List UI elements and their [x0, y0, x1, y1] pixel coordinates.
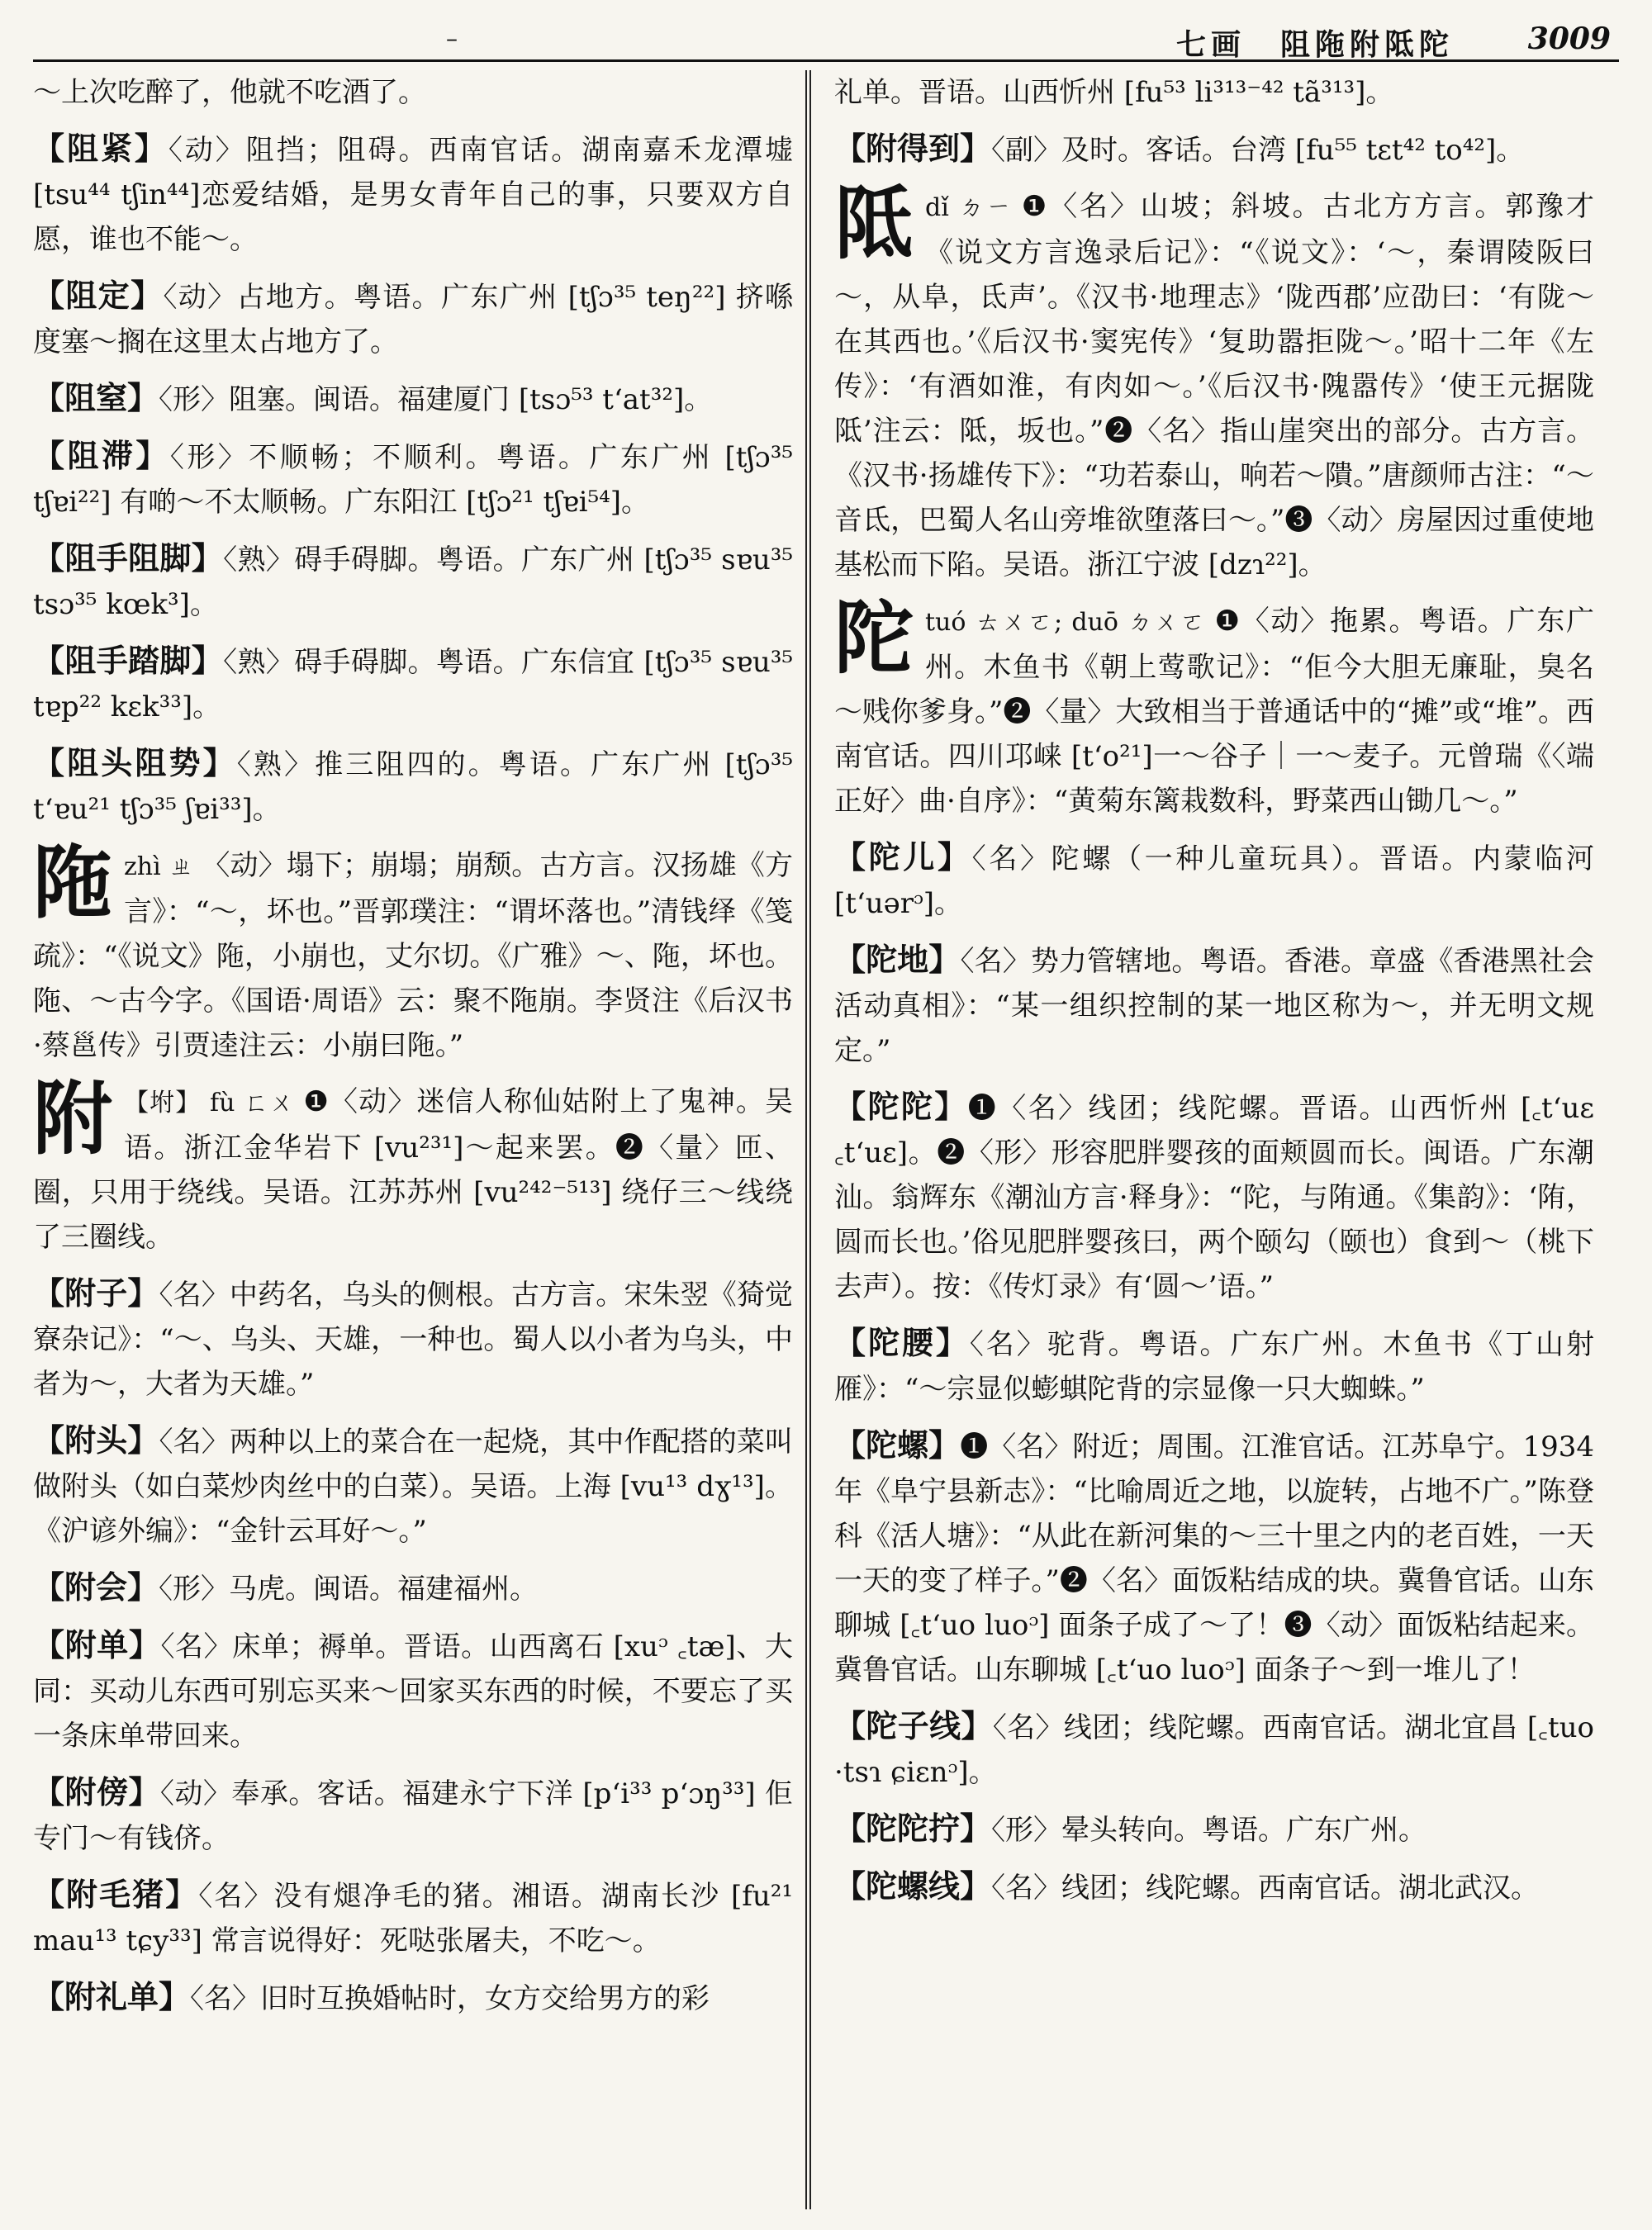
entry-headword: 【附会】	[33, 1568, 159, 1606]
entry-headword: 【阻紧】	[33, 130, 169, 167]
entry-headword: 【陀子线】	[834, 1707, 993, 1744]
column-divider	[805, 70, 807, 2209]
right-column	[834, 70, 1594, 2209]
pinyin: zhì ㄓ	[124, 852, 194, 881]
entry-headword: 【陀腰】	[834, 1324, 970, 1361]
dictionary-entry	[33, 1271, 793, 1407]
dictionary-entry	[33, 273, 793, 364]
entry-headword: 【陀陀】	[834, 1088, 968, 1125]
dictionary-entry	[834, 1084, 1594, 1309]
head-character: 陀	[834, 591, 914, 685]
entry-definition: 〈名〉床单；褥单。晋语。山西离石 [xuᵓ ꜀tæ]、大同：买动儿东西可别忘买来～回家买东西的时候，不要忘了买一条床单带回来。	[33, 1630, 793, 1753]
head-character: 附	[33, 1072, 112, 1165]
dictionary-entry	[33, 638, 793, 729]
head-character: 陁	[33, 836, 112, 929]
continuation-text: 礼单。晋语。山西忻州 [fu⁵³ li³¹³⁻⁴² tã³¹³]。	[834, 76, 1394, 109]
dictionary-entry	[834, 126, 1594, 173]
dictionary-entry	[834, 1321, 1594, 1412]
entry-definition: 〈形〉晕头转向。粤语。广东广州。	[991, 1814, 1427, 1847]
pinyin: 【坿】 fù ㄈㄨ	[124, 1089, 296, 1117]
entry-headword: 【陀螺线】	[834, 1867, 992, 1905]
page-header	[33, 18, 1619, 62]
entry-headword: 【阻滞】	[33, 437, 170, 474]
entry-definition: 〈熟〉推三阻四的。粤语。广东广州 [tʃɔ³⁵ t‘ɐu²¹ tʃɔ³⁵ ʃɐi³³]。	[33, 748, 793, 826]
entry-headword: 【陀儿】	[834, 838, 972, 875]
entry-definition: ❶〈名〉附近；周围。江淮官话。江苏阜宁。1934年《阜宁县新志》：“比喻周近之地，以旋转，占地不广。”陈登科《活人塘》：“从此在新河集的～三十里之内的老百姓，一天一天的变了样子。”❷〈名〉面饭粘结成的块。冀鲁官话。山东聊城 [꜀t‘uo luoᵓ] 面条子成了～了！❸〈动〉面饭粘结起来。冀鲁官话。山东聊城 [꜀t‘uo luoᵓ] 面条子～到一堆儿了！	[834, 1431, 1594, 1687]
left-column	[33, 70, 793, 2209]
entry-headword: 【阻定】	[33, 277, 164, 314]
entry-definition: 〈熟〉碍手碍脚。粤语。广东信宜 [tʃɔ³⁵ sɐu³⁵ tɐp²² kɛk³³]。	[33, 646, 793, 724]
entry-headword: 【陀地】	[834, 941, 961, 978]
entry-headword: 【附头】	[33, 1421, 159, 1459]
character-entry	[834, 177, 1594, 587]
entry-headword: 【陀螺】	[834, 1426, 961, 1464]
entry-definition: 〈名〉没有煺净毛的猪。湘语。湖南长沙 [fu²¹ mau¹³ tɕy³³] 常言说得好：死哒张屠夫，不吃～。	[33, 1880, 793, 1957]
entry-definition: 〈动〉奉承。客话。福建永宁下洋 [p‘i³³ p‘ɔŋ³³] 佢专门～有钱侪。	[33, 1777, 793, 1855]
head-character: 阺	[834, 177, 914, 270]
dictionary-entry	[33, 1872, 793, 1963]
character-entry	[834, 591, 1594, 823]
dictionary-entry	[834, 937, 1594, 1073]
entry-headword: 【阻手踏脚】	[33, 642, 224, 679]
entry-headword: 【陀陀拧】	[834, 1810, 992, 1847]
entry-headword: 【附得到】	[834, 130, 992, 167]
pinyin: dǐ ㄉㄧ	[925, 193, 1014, 222]
entry-definition: 〈名〉驼背。粤语。广东广州。木鱼书《丁山射雁》：“～宗显似蟛蜞陀背的宗显像一只大蜘蛛。”	[834, 1328, 1594, 1406]
dictionary-entry	[33, 1418, 793, 1554]
entry-definition: ❶〈名〉线团；线陀螺。晋语。山西忻州 [꜀t‘uɛ ꜀t‘uɛ]。❷〈形〉形容肥胖婴孩的面颊圆而长。闽语。广东潮汕。翁辉东《潮汕方言·释身》：“陀，与陏通。《集韵》：‘陏，圆而长也。’俗见肥胖婴孩曰，两个颐勾（颐也）食到～（桃下去声）。按：《传灯录》有‘圆～’语。”	[834, 1092, 1594, 1303]
entry-definition: 〈动〉占地方。粤语。广东广州 [tʃɔ³⁵ teŋ²²] 挤喺度塞～搁在这里太占地方了。	[33, 281, 793, 358]
entry-headword: 【附单】	[33, 1626, 161, 1663]
entry-definition: 〈名〉两种以上的菜合在一起烧，其中作配搭的菜叫做附头（如白菜炒肉丝中的白菜）。吴语。上海 [vu¹³ dɣ¹³]。《沪谚外编》：“金针云耳好～。”	[33, 1426, 793, 1548]
entry-definition: 〈名〉中药名，乌头的侧根。古方言。宋朱翌《猗觉寮杂记》：“～、乌头、天雄，一种也。蜀人以小者为乌头，中者为～，大者为天雄。”	[33, 1279, 793, 1401]
entry-definition: 〈副〉及时。客话。台湾 [fu⁵⁵ tɛt⁴² to⁴²]。	[991, 134, 1525, 167]
dictionary-entry	[33, 1565, 793, 1611]
entry-definition: 〈名〉线团；线陀螺。西南官话。湖北武汉。	[991, 1872, 1540, 1905]
column-divider-inner	[809, 70, 811, 2209]
entry-definition: 〈动〉阻挡；阻碍。西南官话。湖南嘉禾龙潭墟 [tsu⁴⁴ tʃin⁴⁴]恋爱结婚，是男女青年自己的事，只要双方自愿，谁也不能～。	[33, 134, 793, 256]
character-definition: ❶〈名〉山坡；斜坡。古北方方言。郭豫才《说文方言逸录后记》：“《说文》：‘～，秦谓陵阪曰～，从阜，氐声’。《汉书·地理志》‘陇西郡’应劭曰：‘有陇～在其西也。’《后汉书·窦宪传》‘复助嚣拒陇～。’昭十二年《左传》：‘有酒如淮，有肉如～。’《后汉书·隗嚣传》‘使王元据陇阺’注云：阺，坂也。”❷〈名〉指山崖突出的部分。古方言。《汉书·扬雄传下》：“功若泰山，响若～隤。”唐颜师古注：“～音氐，巴蜀人名山旁堆欲堕落曰～。”❸〈动〉房屋因过重使地基松而下陷。吴语。浙江宁波 [dzɿ²²]。	[834, 190, 1594, 581]
entry-definition: 〈名〉线团；线陀螺。西南官话。湖北宜昌 [꜀tuo ·tsɿ ɕiɛnᵓ]。	[834, 1711, 1594, 1789]
entry-headword: 【阻头阻势】	[33, 744, 237, 781]
dictionary-entry	[33, 536, 793, 627]
entry-definition: 〈名〉陀螺（一种儿童玩具）。晋语。内蒙临河 [t‘uərᵓ]。	[834, 842, 1594, 920]
dictionary-entry	[33, 126, 793, 262]
pinyin: tuó ㄊㄨㄛ; duō ㄉㄨㄛ	[925, 608, 1207, 637]
entry-headword: 【附子】	[33, 1274, 159, 1312]
dictionary-entry	[33, 1623, 793, 1758]
dictionary-entry	[834, 1423, 1594, 1692]
header-dash: –	[446, 25, 458, 52]
entry-headword: 【附毛猪】	[33, 1876, 199, 1913]
dictionary-entry	[834, 1704, 1594, 1795]
dictionary-entry	[33, 1975, 793, 2021]
character-definition: ❶〈动〉迷信人称仙姑附上了鬼神。吴语。浙江金华岩下 [vu²³¹]～起来罢。❷〈量〉匝、圈，只用于绕线。吴语。江苏苏州 [vu²⁴²⁻⁵¹³] 绕仔三～线绕了三圈线。	[33, 1085, 793, 1254]
dictionary-entry	[33, 1770, 793, 1861]
entry-definition: 〈熟〉碍手碍脚。粤语。广东广州 [tʃɔ³⁵ sɐu³⁵ tsɔ³⁵ kœk³]。	[33, 543, 793, 621]
entry-headword: 【附礼单】	[33, 1978, 191, 2015]
entry-definition: 〈名〉旧时互换婚帖时，女方交给男方的彩	[190, 1982, 710, 2015]
entry-definition: 〈名〉势力管辖地。粤语。香港。章盛《香港黑社会活动真相》：“某一组织控制的某一地区称为～，并无明文规定。”	[834, 945, 1594, 1067]
entry-headword: 【阻手阻脚】	[33, 539, 224, 576]
dictionary-entry	[33, 376, 793, 422]
character-entry	[33, 836, 793, 1068]
character-definition: 〈动〉塌下；崩塌；崩颓。古方言。汉扬雄《方言》：“～，坏也。”晋郭璞注：“谓坏落也。”清钱绎《笺疏》：“《说文》陁，小崩也，丈尔切。《广雅》～、陁，坏也。陁、～古今字。《国语·周语》云：聚不陁崩。李贤注《后汉书·蔡邕传》引贾逵注云：小崩曰陁。”	[33, 849, 793, 1062]
entry-definition: 〈形〉不顺畅；不顺利。粤语。广东广州 [tʃɔ³⁵ tʃɐi²²] 有啲～不太顺畅。广东阳江 [tʃɔ²¹ tʃɐi⁵⁴]。	[33, 441, 793, 519]
character-entry	[33, 1072, 793, 1260]
character-definition: ❶〈动〉拖累。粤语。广东广州。木鱼书《朝上莺歌记》：“佢今大胆无廉耻，臭名～贱你爹身。”❷〈量〉大致相当于普通话中的“摊”或“堆”。西南官话。四川邛崃 [t‘o²¹]一～谷子｜一～麦子。元曾瑞《〈端正好〉曲·自序》：“黄菊东篱栽数科，野菜西山锄几～。”	[834, 605, 1594, 818]
dictionary-entry	[33, 741, 793, 832]
entry-definition: 〈形〉阻塞。闽语。福建厦门 [tsɔ⁵³ t‘at³²]。	[159, 383, 713, 416]
entry-definition: 〈形〉马虎。闽语。福建福州。	[159, 1573, 539, 1606]
continuation-text: ～上次吃醉了，他就不吃酒了。	[33, 76, 426, 109]
page-number: 3009	[1527, 21, 1611, 56]
dictionary-entry	[834, 1864, 1594, 1910]
dictionary-entry	[33, 434, 793, 524]
dictionary-entry	[834, 835, 1594, 926]
section-title: 七画 阻陁附阺陀	[1175, 27, 1454, 62]
dictionary-entry	[834, 1806, 1594, 1853]
entry-headword: 【附傍】	[33, 1773, 160, 1810]
entry-headword: 【阻窒】	[33, 379, 159, 416]
